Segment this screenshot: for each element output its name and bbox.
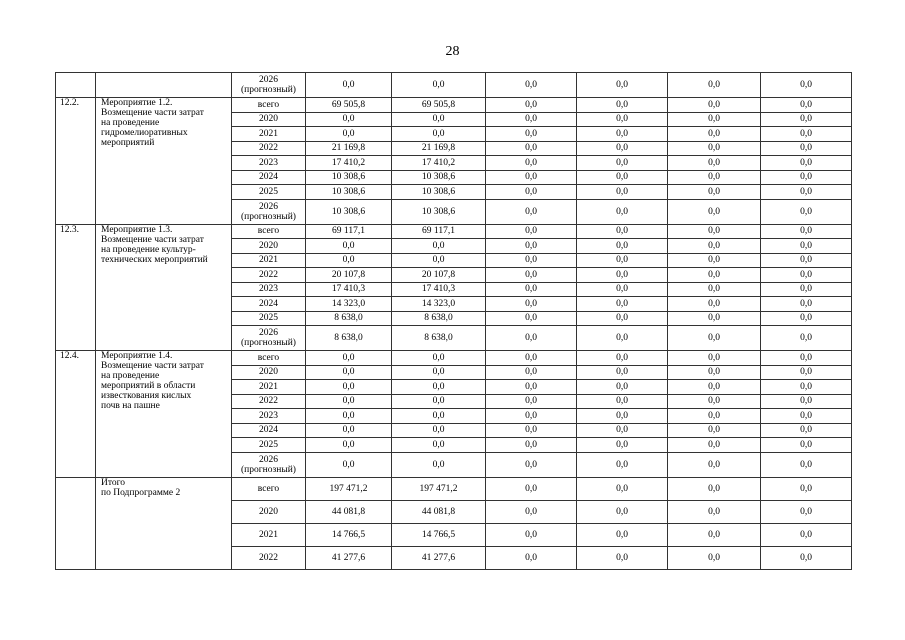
year-cell — [232, 477, 306, 500]
table-row — [56, 477, 852, 500]
item-name-cell — [96, 224, 232, 351]
value-cell: 10 308,6 — [306, 170, 392, 185]
value-cell: 0,0 — [486, 73, 577, 98]
value-cell: 14 323,0 — [392, 297, 486, 312]
year-cell — [232, 127, 306, 142]
year-cell — [232, 326, 306, 351]
budget-table — [55, 72, 852, 570]
value-cell: 0,0 — [486, 156, 577, 171]
value-cell: 0,0 — [761, 409, 852, 424]
year-label: 2023 — [259, 284, 278, 295]
value-cell: 17 410,3 — [306, 282, 392, 297]
value-cell: 8 638,0 — [392, 311, 486, 326]
item-name-line: Мероприятие 1.3. — [101, 224, 173, 235]
year-label: 2026 — [259, 75, 278, 85]
item-name-line: по Подпрограмме 2 — [101, 487, 181, 498]
year-cell — [232, 523, 306, 546]
value-cell: 0,0 — [486, 311, 577, 326]
year-cell — [232, 394, 306, 409]
item-name-line: Итого — [101, 477, 126, 488]
value-cell: 0,0 — [392, 452, 486, 477]
value-cell: 44 081,8 — [392, 500, 486, 523]
value-cell: 197 471,2 — [392, 477, 486, 500]
value-cell: 69 505,8 — [306, 98, 392, 113]
value-cell: 0,0 — [392, 239, 486, 254]
value-cell: 0,0 — [486, 477, 577, 500]
value-cell: 0,0 — [761, 523, 852, 546]
value-cell: 197 471,2 — [306, 477, 392, 500]
value-cell: 0,0 — [761, 224, 852, 239]
value-cell: 10 308,6 — [392, 199, 486, 224]
value-cell: 0,0 — [306, 239, 392, 254]
value-cell: 0,0 — [761, 351, 852, 366]
value-cell: 0,0 — [761, 477, 852, 500]
value-cell: 0,0 — [761, 156, 852, 171]
value-cell: 0,0 — [577, 311, 668, 326]
item-name-line: Мероприятие 1.4. — [101, 351, 173, 361]
year-label: 2024 — [259, 298, 278, 309]
value-cell: 0,0 — [668, 546, 761, 569]
year-label: 2022 — [259, 143, 278, 154]
year-label: 2021 — [259, 529, 278, 540]
year-label: (прогнозный) — [241, 338, 296, 348]
value-cell: 17 410,3 — [392, 282, 486, 297]
year-cell — [232, 239, 306, 254]
value-cell: 69 505,8 — [392, 98, 486, 113]
value-cell: 0,0 — [761, 141, 852, 156]
value-cell: 8 638,0 — [392, 326, 486, 351]
value-cell: 0,0 — [577, 98, 668, 113]
value-cell: 0,0 — [392, 409, 486, 424]
value-cell: 0,0 — [668, 351, 761, 366]
value-cell: 0,0 — [761, 394, 852, 409]
value-cell: 69 117,1 — [392, 224, 486, 239]
table-row — [56, 98, 852, 113]
value-cell: 0,0 — [306, 452, 392, 477]
value-cell: 0,0 — [668, 73, 761, 98]
value-cell: 0,0 — [577, 452, 668, 477]
value-cell: 0,0 — [761, 98, 852, 113]
value-cell: 0,0 — [486, 500, 577, 523]
value-cell: 0,0 — [577, 224, 668, 239]
value-cell: 0,0 — [392, 253, 486, 268]
value-cell: 0,0 — [306, 112, 392, 127]
item-number-cell: 12.3. — [56, 224, 96, 351]
value-cell: 0,0 — [577, 438, 668, 453]
value-cell: 0,0 — [668, 394, 761, 409]
value-cell: 0,0 — [392, 112, 486, 127]
year-label: всего — [257, 483, 280, 494]
item-number-cell: 12.2. — [56, 98, 96, 225]
value-cell: 0,0 — [577, 199, 668, 224]
value-cell: 0,0 — [577, 365, 668, 380]
value-cell: 20 107,8 — [392, 268, 486, 283]
value-cell: 0,0 — [577, 523, 668, 546]
value-cell: 0,0 — [761, 423, 852, 438]
year-cell — [232, 224, 306, 239]
item-name-line: технических мероприятий — [101, 254, 208, 265]
value-cell: 0,0 — [306, 73, 392, 98]
value-cell: 0,0 — [577, 477, 668, 500]
value-cell: 0,0 — [392, 73, 486, 98]
value-cell: 0,0 — [486, 253, 577, 268]
year-label: 2020 — [259, 367, 278, 378]
value-cell: 0,0 — [761, 380, 852, 395]
item-number-cell — [56, 73, 96, 98]
value-cell: 41 277,6 — [306, 546, 392, 569]
item-name-cell — [96, 477, 232, 569]
value-cell: 0,0 — [486, 268, 577, 283]
value-cell: 0,0 — [577, 297, 668, 312]
value-cell: 0,0 — [668, 423, 761, 438]
year-label: 2020 — [259, 240, 278, 251]
year-cell — [232, 282, 306, 297]
item-name-line: мероприятий — [101, 138, 155, 148]
value-cell: 8 638,0 — [306, 326, 392, 351]
year-cell — [232, 141, 306, 156]
value-cell: 0,0 — [486, 170, 577, 185]
value-cell: 0,0 — [668, 380, 761, 395]
year-label: всего — [257, 99, 280, 110]
value-cell: 0,0 — [761, 297, 852, 312]
value-cell: 0,0 — [668, 311, 761, 326]
value-cell: 0,0 — [306, 253, 392, 268]
year-cell — [232, 268, 306, 283]
value-cell: 14 766,5 — [392, 523, 486, 546]
value-cell: 0,0 — [668, 156, 761, 171]
value-cell: 0,0 — [577, 423, 668, 438]
value-cell: 10 308,6 — [306, 185, 392, 200]
year-cell — [232, 185, 306, 200]
year-cell — [232, 73, 306, 98]
value-cell: 0,0 — [668, 282, 761, 297]
value-cell: 17 410,2 — [306, 156, 392, 171]
value-cell: 0,0 — [761, 239, 852, 254]
value-cell: 0,0 — [486, 546, 577, 569]
year-label: 2026 — [259, 201, 278, 212]
value-cell: 0,0 — [668, 438, 761, 453]
item-name-line: Возмещение части затрат — [101, 108, 204, 118]
value-cell: 0,0 — [486, 423, 577, 438]
value-cell: 0,0 — [577, 73, 668, 98]
year-label: 2020 — [259, 114, 278, 125]
value-cell: 0,0 — [486, 365, 577, 380]
value-cell: 0,0 — [392, 380, 486, 395]
value-cell: 0,0 — [486, 98, 577, 113]
year-label: 2024 — [259, 425, 278, 436]
item-name-line: гидромелиоративных — [101, 128, 188, 138]
year-label: (прогнозный) — [241, 464, 296, 475]
item-number-cell — [56, 477, 96, 569]
year-label: 2022 — [259, 269, 278, 280]
value-cell: 0,0 — [761, 326, 852, 351]
value-cell: 0,0 — [668, 239, 761, 254]
year-cell — [232, 351, 306, 366]
value-cell: 0,0 — [577, 141, 668, 156]
year-label: 2022 — [259, 552, 278, 563]
value-cell: 0,0 — [577, 500, 668, 523]
value-cell: 0,0 — [486, 523, 577, 546]
value-cell: 0,0 — [761, 500, 852, 523]
value-cell: 14 323,0 — [306, 297, 392, 312]
value-cell: 0,0 — [668, 253, 761, 268]
value-cell: 0,0 — [486, 224, 577, 239]
value-cell: 0,0 — [761, 199, 852, 224]
value-cell: 0,0 — [392, 127, 486, 142]
year-cell — [232, 546, 306, 569]
year-cell — [232, 365, 306, 380]
value-cell: 0,0 — [486, 112, 577, 127]
value-cell: 0,0 — [761, 546, 852, 569]
value-cell: 8 638,0 — [306, 311, 392, 326]
year-label: 2021 — [259, 128, 278, 139]
item-name-cell — [96, 98, 232, 225]
value-cell: 0,0 — [486, 380, 577, 395]
year-cell — [232, 253, 306, 268]
value-cell: 0,0 — [486, 199, 577, 224]
item-number-cell: 12.4. — [56, 351, 96, 478]
value-cell: 0,0 — [577, 170, 668, 185]
item-name-line: на проведение — [101, 118, 160, 128]
value-cell: 0,0 — [761, 268, 852, 283]
value-cell: 0,0 — [486, 452, 577, 477]
value-cell: 14 766,5 — [306, 523, 392, 546]
value-cell: 0,0 — [486, 141, 577, 156]
year-cell — [232, 438, 306, 453]
value-cell: 10 308,6 — [392, 185, 486, 200]
value-cell: 0,0 — [668, 127, 761, 142]
year-cell — [232, 297, 306, 312]
value-cell: 0,0 — [306, 409, 392, 424]
year-cell — [232, 112, 306, 127]
value-cell: 0,0 — [577, 112, 668, 127]
year-cell — [232, 423, 306, 438]
value-cell: 0,0 — [761, 438, 852, 453]
value-cell: 0,0 — [761, 365, 852, 380]
page-number: 28 — [445, 44, 460, 59]
year-label: (прогнозный) — [241, 211, 296, 222]
year-label: 2021 — [259, 381, 278, 392]
year-cell — [232, 156, 306, 171]
value-cell: 0,0 — [486, 282, 577, 297]
item-name-cell — [96, 351, 232, 478]
value-cell: 0,0 — [577, 546, 668, 569]
year-label: 2026 — [259, 328, 278, 338]
value-cell: 0,0 — [392, 423, 486, 438]
value-cell: 0,0 — [668, 224, 761, 239]
value-cell: 0,0 — [577, 156, 668, 171]
year-cell — [232, 380, 306, 395]
value-cell: 0,0 — [761, 73, 852, 98]
value-cell: 0,0 — [668, 452, 761, 477]
year-cell — [232, 452, 306, 477]
value-cell: 0,0 — [761, 127, 852, 142]
item-name-line: почв на пашне — [101, 401, 160, 411]
year-cell — [232, 98, 306, 113]
year-label: 2026 — [259, 454, 278, 465]
value-cell: 0,0 — [668, 365, 761, 380]
year-cell — [232, 500, 306, 523]
value-cell: 0,0 — [668, 141, 761, 156]
value-cell: 0,0 — [761, 112, 852, 127]
value-cell: 0,0 — [306, 365, 392, 380]
item-name-line: мероприятий в области — [101, 381, 196, 391]
value-cell: 0,0 — [668, 500, 761, 523]
value-cell: 20 107,8 — [306, 268, 392, 283]
value-cell: 0,0 — [486, 127, 577, 142]
value-cell: 0,0 — [668, 199, 761, 224]
value-cell: 0,0 — [668, 326, 761, 351]
value-cell: 0,0 — [761, 170, 852, 185]
value-cell: 0,0 — [486, 297, 577, 312]
value-cell: 0,0 — [577, 253, 668, 268]
year-label: 2024 — [259, 172, 278, 183]
year-label: 2021 — [259, 255, 278, 266]
table-row — [56, 351, 852, 366]
value-cell: 0,0 — [392, 438, 486, 453]
value-cell: 10 308,6 — [306, 199, 392, 224]
value-cell: 0,0 — [577, 326, 668, 351]
value-cell: 0,0 — [306, 394, 392, 409]
year-label: 2023 — [259, 410, 278, 421]
value-cell: 0,0 — [306, 351, 392, 366]
value-cell: 0,0 — [761, 282, 852, 297]
item-name-line: Мероприятие 1.2. — [101, 98, 173, 108]
value-cell: 0,0 — [486, 185, 577, 200]
value-cell: 0,0 — [306, 380, 392, 395]
value-cell: 0,0 — [668, 477, 761, 500]
value-cell: 0,0 — [486, 351, 577, 366]
item-name-line: известкования кислых — [101, 391, 192, 401]
item-name-line: Возмещение части затрат — [101, 361, 204, 371]
value-cell: 0,0 — [486, 409, 577, 424]
value-cell: 0,0 — [761, 452, 852, 477]
value-cell: 0,0 — [668, 185, 761, 200]
value-cell: 0,0 — [577, 409, 668, 424]
item-name-line: Возмещение части затрат — [101, 234, 204, 245]
value-cell: 0,0 — [486, 438, 577, 453]
item-name-cell — [96, 73, 232, 98]
value-cell: 0,0 — [486, 326, 577, 351]
value-cell: 0,0 — [668, 409, 761, 424]
value-cell: 0,0 — [306, 438, 392, 453]
year-label: всего — [257, 226, 280, 237]
year-label: всего — [257, 352, 280, 363]
year-label: 2020 — [259, 506, 278, 517]
value-cell: 0,0 — [486, 239, 577, 254]
value-cell: 0,0 — [668, 112, 761, 127]
value-cell: 0,0 — [577, 380, 668, 395]
table-row — [56, 73, 852, 98]
year-label: 2025 — [259, 313, 278, 324]
year-cell — [232, 311, 306, 326]
table-row — [56, 224, 852, 239]
value-cell: 0,0 — [577, 351, 668, 366]
value-cell: 0,0 — [577, 282, 668, 297]
year-cell — [232, 409, 306, 424]
value-cell: 0,0 — [577, 394, 668, 409]
value-cell: 0,0 — [668, 98, 761, 113]
year-label: 2025 — [259, 439, 278, 450]
value-cell: 0,0 — [668, 297, 761, 312]
year-label: (прогнозный) — [241, 85, 296, 95]
item-name-line: на проведение — [101, 371, 160, 381]
value-cell: 0,0 — [668, 523, 761, 546]
value-cell: 41 277,6 — [392, 546, 486, 569]
value-cell: 0,0 — [577, 239, 668, 254]
value-cell: 17 410,2 — [392, 156, 486, 171]
value-cell: 0,0 — [486, 394, 577, 409]
item-name-line: на проведение культур- — [101, 244, 196, 255]
value-cell: 0,0 — [668, 268, 761, 283]
value-cell: 0,0 — [392, 394, 486, 409]
value-cell: 0,0 — [761, 311, 852, 326]
value-cell: 0,0 — [392, 351, 486, 366]
value-cell: 0,0 — [577, 127, 668, 142]
year-label: 2023 — [259, 157, 278, 168]
value-cell: 10 308,6 — [392, 170, 486, 185]
value-cell: 44 081,8 — [306, 500, 392, 523]
value-cell: 0,0 — [392, 365, 486, 380]
value-cell: 69 117,1 — [306, 224, 392, 239]
value-cell: 0,0 — [306, 127, 392, 142]
value-cell: 21 169,8 — [392, 141, 486, 156]
year-cell — [232, 199, 306, 224]
year-label: 2025 — [259, 186, 278, 197]
value-cell: 21 169,8 — [306, 141, 392, 156]
value-cell: 0,0 — [577, 185, 668, 200]
value-cell: 0,0 — [577, 268, 668, 283]
value-cell: 0,0 — [761, 253, 852, 268]
value-cell: 0,0 — [668, 170, 761, 185]
year-label: 2022 — [259, 396, 278, 407]
value-cell: 0,0 — [761, 185, 852, 200]
year-cell — [232, 170, 306, 185]
value-cell: 0,0 — [306, 423, 392, 438]
